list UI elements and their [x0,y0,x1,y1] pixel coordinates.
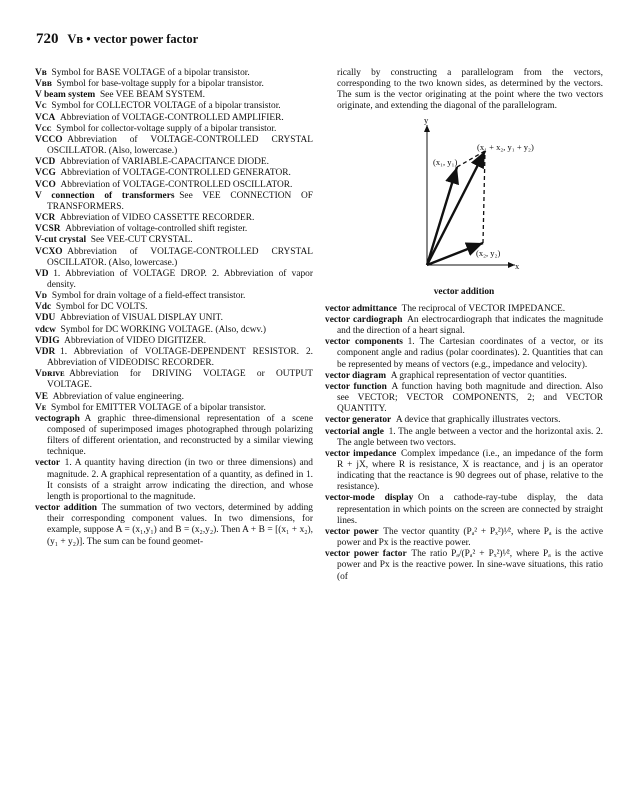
page-header [36,31,198,48]
glossary-entry [35,113,313,124]
entry-definition: Symbol for BASE VOLTAGE of a bipolar transistor. [51,68,250,78]
glossary-entry [35,247,313,269]
entry-definition: 1. Abbreviation of VOLTAGE-DEPENDENT RESISTOR. 2. Abbreviation of VIDEODISC RECORDER. [47,346,313,369]
label-sum: (x₁ + x₂, y₁ + y₂) [477,141,534,152]
entry-definition: Symbol for DC WORKING VOLTAGE. (Also, dcwv.) [60,324,267,335]
entry-definition: See VEE CONNECTION OF TRANSFORMERS. [47,190,313,212]
glossary-entry [325,382,603,415]
glossary-entry [35,124,313,135]
glossary-entry [35,403,313,414]
entry-term: vectorial angle [325,426,384,437]
entry-term: Vᴄᴄ [35,123,52,134]
entry-term: V-cut crystal [35,235,87,246]
entry-definition: Symbol for base-voltage supply for a bipolar transistor. [56,79,264,90]
entry-definition: Abbreviation of VOLTAGE-CONTROLLED CRYSTAL OSCILLATOR. (Also, lowercase.) [47,246,313,268]
glossary-entry [325,371,603,382]
entry-term: vector cardiograph [325,314,403,325]
entry-term: vdcw [35,324,56,335]
right-entries [325,304,603,583]
entry-definition: Abbreviation of voltage-controlled shift register. [65,224,248,235]
entry-term: vector admittance [325,303,397,314]
glossary-entry [35,291,313,302]
entry-definition: A device that graphically illustrates vectors. [395,415,561,426]
glossary-entry [35,90,313,101]
glossary-entry [35,68,313,79]
glossary-entry [325,315,603,337]
entry-term: Vʙ [35,68,47,78]
glossary-entry [35,235,313,246]
entry-definition: See VEE BEAM SYSTEM. [99,90,205,101]
label-y: y [424,114,429,125]
glossary-entry [35,191,313,213]
glossary-entry [325,415,603,426]
entry-definition: A function having both magnitude and direction. Also see VECTOR; VECTOR COMPONENTS, 2; and VECTOR QUANTITY. [337,381,603,415]
entry-definition: Abbreviation of VARIABLE-CAPACITANCE DIODE. [60,157,269,168]
entry-definition: 1. The angle between a vector and the horizontal axis. 2. The angle between two vectors. [337,426,603,448]
entry-term: Vʙʙ [35,79,52,90]
glossary-entry [35,414,313,459]
entry-term: VCCO [35,134,63,145]
entry-term: VCR [35,213,56,224]
glossary-entry [325,427,603,449]
glossary-entry [35,224,313,235]
dash-b [483,151,485,243]
entry-definition: Abbreviation of VISUAL DISPLAY UNIT. [60,313,223,324]
continuation-text: rically by constructing a parallelogram from the vectors, corresponding to the two known sides, as determined by the vectors. The sum is the vector originating at the point where the two vectors originate, and extending the diagonal of the parallelogram. [337,68,603,112]
entry-term: vector impedance [325,448,397,459]
glossary-entry [35,302,313,313]
vector-addition-figure [325,115,603,285]
glossary-entry [35,336,313,347]
entry-term: VCA [35,112,56,123]
entry-term: VDR [35,346,56,357]
entry-definition: An electrocardiograph that indicates the magnitude and the direction of a heart signal. [337,314,603,337]
glossary-entry [35,458,313,503]
label-x: x [515,260,520,271]
entry-definition: Abbreviation of VOLTAGE-CONTROLLED OSCILLATOR. [60,179,293,190]
figure-caption: vector addition [433,286,495,297]
glossary-entry [35,168,313,179]
entry-definition: Complex impedance (i.e., an impedance of the form R + jX, where R is resistance, X is reactance, and j is an operator indicating that the reactance is 90 degrees out of phase, relative to the resistance). [337,448,603,493]
entry-term: vector-mode display [325,493,414,504]
entry-term: Vᴇ [35,402,47,413]
glossary-entry [35,503,313,548]
entry-term: VD [35,268,49,279]
entry-term: vector diagram [325,370,387,381]
glossary-entry [35,369,313,391]
entry-term: Vᴄ [35,101,47,112]
entry-definition: Symbol for EMITTER VOLTAGE of a bipolar transistor. [50,402,266,413]
entry-definition: On a cathode-ray-tube display, the data representation in which points on the screen are connected by straight lines. [337,493,603,526]
entry-term: VCO [35,179,56,190]
glossary-entry [35,180,313,191]
entry-term: vectograph [35,413,80,424]
entry-term: VCXO [35,246,63,257]
entry-definition: The vector quantity (Pₐ² + Pₓ²)¹⁄², where Pₐ is the active power and Px is the reactive power. [337,526,603,549]
entry-definition: The summation of two vectors, determined by adding their corresponding component values. In two dimensions, for example, suppose A = (x₁,y₁) and B = (x₂,y₂). Then A + B = [(x₁ + x₂),(y₁ + y₂)]. The sum can be found geomet- [47,503,313,547]
right-column [325,68,603,583]
glossary-entry [35,157,313,168]
entry-definition: A graphic three-dimensional representation of a scene composed of superimposed images photographed through polarizing filters of different orientation, and reconstructed by a similar viewing technique. [47,413,313,458]
entry-definition: Abbreviation of VOLTAGE-CONTROLLED GENERATOR. [60,168,291,179]
entry-definition: 1. Abbreviation of VOLTAGE DROP. 2. Abbreviation of vapor density. [47,268,313,290]
entry-definition: Symbol for DC VOLTS. [55,302,148,313]
glossary-entry [35,392,313,403]
entry-term: vector [35,458,60,469]
glossary-entry [35,325,313,336]
glossary-entry [325,337,603,370]
glossary-entry [325,527,603,549]
glossary-entry [35,347,313,369]
entry-term: vector power [325,526,379,537]
glossary-entry [35,269,313,291]
entry-term: vector power factor [325,549,407,560]
glossary-entry [35,313,313,324]
entry-definition: Abbreviation of VIDEO DIGITIZER. [64,335,207,346]
glossary-entry [325,549,603,582]
glossary-entry [35,213,313,224]
entry-term: VCD [35,157,56,168]
entry-term: VCSR [35,224,61,235]
vector-diagram [325,115,603,285]
entry-definition: Symbol for collector-voltage supply of a bipolar transistor. [56,123,277,134]
entry-definition: Symbol for drain voltage of a field-effect transistor. [51,291,246,302]
glossary-entry [35,79,313,90]
label-p2: (x₂, y₂) [476,247,501,258]
left-column [35,68,313,548]
entry-term: vector components [325,337,403,348]
entry-definition: Abbreviation of value engineering. [52,391,184,402]
entry-definition: The reciprocal of VECTOR IMPEDANCE. [401,303,566,314]
glossary-entry [325,449,603,494]
entry-term: Vdc [35,302,52,313]
glossary-entry [35,135,313,157]
entry-definition: 1. The Cartesian coordinates of a vector, or its component angle and radius (polar coordinates). 2. Quantities that can be represented by means of vectors (e.g., impedance and velocity). [337,337,603,370]
entry-term: VDU [35,313,56,324]
entry-term: V beam system [35,90,96,101]
entry-term: Vᴅʀɪᴠᴇ [35,369,65,380]
entry-term: VDIG [35,335,60,346]
entry-term: Vᴅ [35,291,48,302]
entry-term: VCG [35,168,56,179]
entry-definition: Abbreviation of VOLTAGE-CONTROLLED CRYSTAL OSCILLATOR. (Also, lowercase.) [47,134,313,157]
entry-definition: Symbol for COLLECTOR VOLTAGE of a bipolar transistor. [51,101,281,112]
entry-term: VE [35,391,49,402]
entry-definition: Abbreviation of VIDEO CASSETTE RECORDER. [60,213,255,224]
entry-definition: Abbreviation of VOLTAGE-CONTROLLED AMPLIFIER. [60,112,284,123]
entry-term: vector function [325,381,387,392]
page-number: 720 [36,31,59,47]
entry-definition: 1. A quantity having direction (in two or three dimensions) and magnitude. 2. A graphical representation of a quantity, as defined in 1. It consists of a straight arrow indicating the direction, and whose length is proportional to the magnitude. [47,458,313,502]
entry-definition: See VEE-CUT CRYSTAL. [90,235,193,246]
entry-term: vector addition [35,503,97,514]
glossary-entry [325,304,603,315]
glossary-entry [35,101,313,112]
entry-definition: Abbreviation for DRIVING VOLTAGE or OUTPUT VOLTAGE. [47,369,313,391]
entry-term: V connection of transformers [35,190,175,201]
glossary-entry [325,493,603,526]
entry-term: vector generator [325,415,392,426]
running-title: Vʙ • vector power factor [67,32,199,46]
entry-definition: A graphical representation of vector quantities. [390,370,567,381]
entry-definition: The ratio Pₐ/(Pₐ² + Pₓ²)¹⁄², where Pₐ is the active power and Px is the reactive power. In sine-wave situations, this ratio (of [337,549,603,582]
label-p1: (x₁, y₁) [433,156,458,167]
